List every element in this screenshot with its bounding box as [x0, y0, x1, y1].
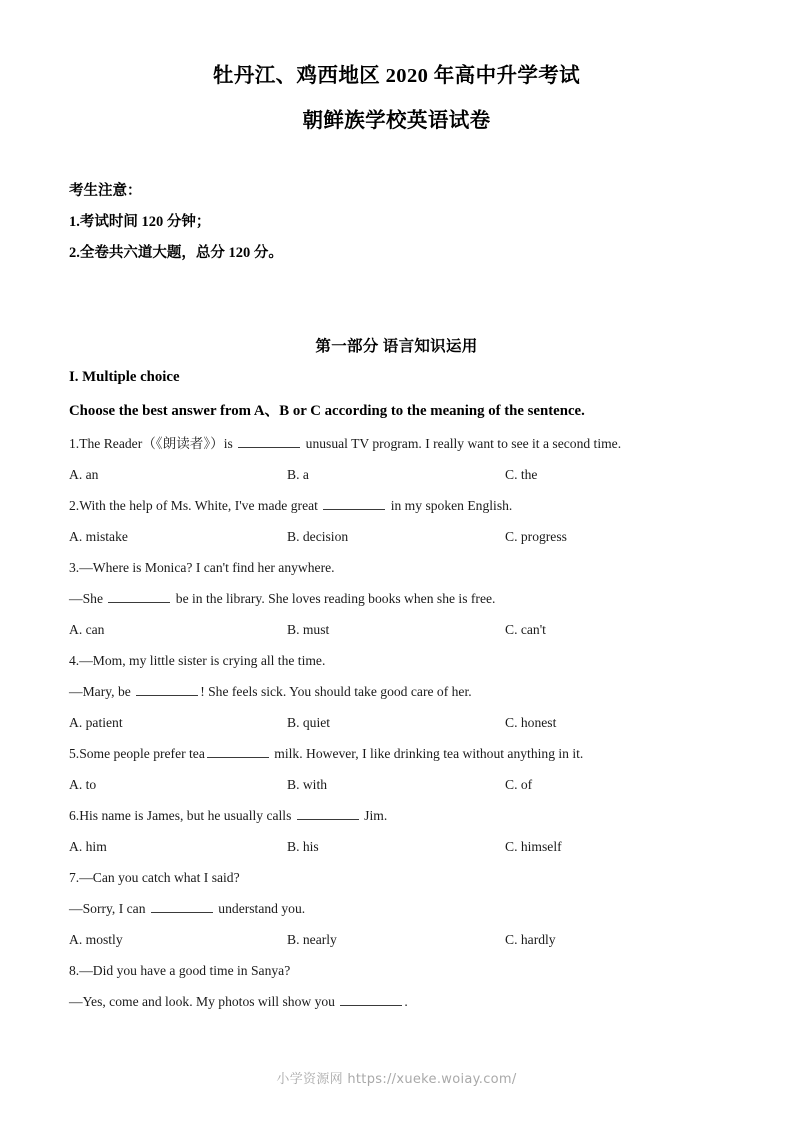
answer-blank — [238, 434, 300, 448]
question-item — [69, 862, 739, 955]
option-c[interactable]: C. honest — [505, 715, 557, 730]
question-stem-line — [69, 986, 739, 1017]
section-instruction: Choose the best answer from A、B or C according to the meaning of the sentence. — [69, 403, 585, 419]
question-stem-line — [69, 583, 739, 614]
question-prompt-line: 3.—Where is Monica? I can't find her anywhere. — [69, 560, 335, 575]
page-title-line-1: 牡丹江、鸡西地区 2020 年高中升学考试 — [212, 65, 581, 87]
question-prompt-line: 4.—Mom, my little sister is crying all the time. — [69, 653, 326, 668]
question-text-segment: 1.The Reader（《朗读者》）is — [69, 436, 237, 451]
answer-blank — [297, 806, 359, 820]
question-prompt-line: 8.—Did you have a good time in Sanya? — [69, 963, 291, 978]
question-item — [69, 428, 739, 490]
answer-blank — [340, 992, 402, 1006]
option-c[interactable]: C. himself — [505, 839, 562, 854]
option-a[interactable]: A. mistake — [69, 529, 128, 544]
question-text-segment: —She — [69, 591, 107, 606]
answer-blank — [207, 744, 269, 758]
question-text-segment: ! She feels sick. You should take good care of her. — [200, 684, 472, 699]
question-text-segment: 2.With the help of Ms. White, I've made great — [69, 498, 322, 513]
candidate-notice-block — [69, 176, 729, 269]
option-a[interactable]: A. can — [69, 622, 105, 637]
question-item — [69, 738, 739, 800]
answer-blank — [151, 899, 213, 913]
option-b[interactable]: B. a — [287, 467, 309, 482]
question-text-segment: —Sorry, I can — [69, 901, 149, 916]
option-b[interactable]: B. quiet — [287, 715, 331, 730]
question-text-segment: milk. However, I like drinking tea without anything in it. — [270, 746, 584, 761]
option-c[interactable]: C. the — [505, 467, 538, 482]
question-item — [69, 552, 739, 645]
question-text-segment: be in the library. She loves reading books when she is free. — [172, 591, 496, 606]
question-item — [69, 955, 739, 1017]
section-heading: I. Multiple choice — [69, 369, 180, 385]
question-item — [69, 800, 739, 862]
option-b[interactable]: B. nearly — [287, 932, 337, 947]
option-row — [69, 707, 739, 738]
option-b[interactable]: B. must — [287, 622, 330, 637]
question-text-segment: 5.Some people prefer tea — [69, 746, 205, 761]
option-row — [69, 831, 739, 862]
option-row — [69, 769, 739, 800]
option-c[interactable]: C. progress — [505, 529, 567, 544]
question-stem-line — [69, 738, 739, 769]
option-a[interactable]: A. patient — [69, 715, 123, 730]
question-text-segment: —Yes, come and look. My photos will show you — [69, 994, 339, 1009]
option-b[interactable]: B. decision — [287, 529, 349, 544]
question-text-segment: understand you. — [214, 901, 306, 916]
question-stem-line — [69, 800, 739, 831]
question-text-segment: unusual TV program. I really want to see it a second time. — [302, 436, 622, 451]
question-list — [69, 428, 739, 1017]
question-stem-line — [69, 893, 739, 924]
notice-item-2: 2.全卷共六道大题，总分 120 分。 — [69, 245, 283, 261]
option-a[interactable]: A. to — [69, 777, 97, 792]
notice-item-1: 1.考试时间 120 分钟； — [69, 214, 211, 230]
notice-heading: 考生注意： — [69, 183, 142, 199]
option-b[interactable]: B. with — [287, 777, 328, 792]
option-a[interactable]: A. him — [69, 839, 107, 854]
option-row — [69, 924, 739, 955]
question-stem-line — [69, 676, 739, 707]
option-row — [69, 521, 739, 552]
question-item — [69, 490, 739, 552]
question-text-segment: 6.His name is James, but he usually calls — [69, 808, 295, 823]
option-row — [69, 614, 739, 645]
option-row — [69, 459, 739, 490]
option-c[interactable]: C. can't — [505, 622, 546, 637]
page-title-line-2: 朝鲜族学校英语试卷 — [302, 110, 491, 132]
question-stem-line — [69, 428, 739, 459]
question-text-segment: Jim. — [360, 808, 388, 823]
option-a[interactable]: A. an — [69, 467, 99, 482]
question-text-segment: —Mary, be — [69, 684, 135, 699]
question-text-segment: in my spoken English. — [387, 498, 513, 513]
watermark: 小学资源网 https://xueke.woiay.com/ — [276, 1072, 517, 1087]
option-c[interactable]: C. hardly — [505, 932, 556, 947]
part-heading: 第一部分 语言知识运用 — [315, 338, 478, 355]
option-a[interactable]: A. mostly — [69, 932, 123, 947]
question-prompt-line: 7.—Can you catch what I said? — [69, 870, 240, 885]
answer-blank — [108, 589, 170, 603]
answer-blank — [323, 496, 385, 510]
question-stem-line — [69, 490, 739, 521]
answer-blank — [136, 682, 198, 696]
question-text-segment: . — [404, 994, 408, 1009]
option-c[interactable]: C. of — [505, 777, 533, 792]
option-b[interactable]: B. his — [287, 839, 319, 854]
question-item — [69, 645, 739, 738]
